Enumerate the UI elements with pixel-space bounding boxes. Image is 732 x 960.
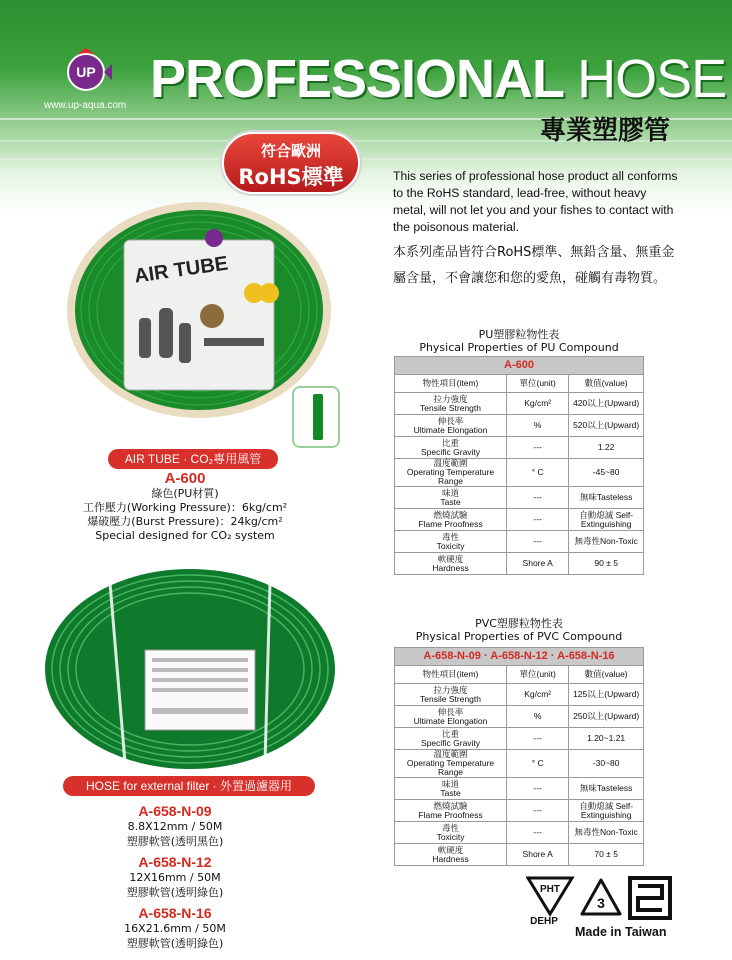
property-cell (395, 728, 507, 750)
property-zh: 軟硬度 (437, 553, 464, 564)
made-in-label: Made in Taiwan (575, 925, 667, 939)
unit-cell: Kg/cm² (507, 393, 569, 415)
property-en: Ultimate Elongation (413, 424, 488, 435)
intro-chinese: 本系列產品皆符合RoHS標準、無鉛含量、無重金屬含量，不會讓您和您的愛魚，碰觸有毒物質。 (393, 245, 675, 286)
property-cell (395, 487, 507, 509)
pu-table-title (384, 328, 654, 354)
model-header: A-658-N-09 · A-658-N-12 · A-658-N-16 (395, 648, 644, 666)
hose-model-list (95, 804, 255, 951)
value-cell: 70 ± 5 (569, 844, 644, 866)
hose-code: A-658-N-12 (138, 854, 212, 870)
hose-code: A-658-N-09 (138, 803, 212, 819)
property-cell (395, 437, 507, 459)
property-cell (395, 750, 507, 778)
property-en: Flame Proofness (418, 518, 483, 529)
table-row (395, 437, 644, 459)
rohs-line1: 符合歐洲 (260, 142, 321, 160)
a600-line: 工作壓力(Working Pressure)：6kg/cm² (82, 501, 288, 514)
property-zh: 燃燒試驗 (433, 800, 468, 811)
value-cell: 1.20~1.21 (569, 728, 644, 750)
property-zh: 燃燒試驗 (433, 509, 468, 520)
value-cell: 90 ± 5 (569, 553, 644, 575)
property-zh: 味道 (442, 487, 460, 498)
recycle-3-icon (582, 880, 620, 914)
hose-size: 12X16mm / 50M (129, 871, 221, 884)
table-row (395, 509, 644, 531)
hose-desc: 塑膠軟管(透明黑色) (126, 835, 224, 848)
intro-english: This series of professional hose product all conforms to the RoHS standard, lead-free, without heavy metal, will not let you and your fishes to contact with the poisonous material. (393, 169, 678, 234)
property-en: Toxicity (436, 540, 465, 551)
unit-cell: ° C (507, 750, 569, 778)
property-zh: 軟硬度 (437, 844, 464, 855)
table-row (395, 844, 644, 866)
value-cell: 無味Tasteless (569, 778, 644, 800)
unit-cell: Shore A (507, 553, 569, 575)
property-en: Operating Temperature Range (406, 467, 495, 486)
up-aqua-logo (60, 44, 112, 96)
a600-description (60, 470, 310, 543)
value-cell: 1.22 (569, 437, 644, 459)
property-cell (395, 553, 507, 575)
value-cell: 420以上(Upward) (569, 393, 644, 415)
property-zh: 味道 (442, 778, 460, 789)
property-zh: 毒性 (442, 531, 460, 542)
value-cell: 250以上(Upward) (569, 706, 644, 728)
property-en: Hardness (432, 853, 469, 864)
chinese-title: 專業塑膠管 (540, 116, 671, 146)
pht-label: PHT (540, 884, 560, 895)
property-cell (395, 800, 507, 822)
unit-cell: --- (507, 437, 569, 459)
pu-title-en: Physical Properties of PU Compound (419, 341, 619, 354)
title-bold: PROFESSIONAL (150, 49, 564, 109)
product-code: A-600 (164, 470, 206, 487)
dehp-label: DEHP (530, 916, 558, 924)
value-cell: 無毒性Non-Toxic (569, 822, 644, 844)
hose-code: A-658-N-16 (138, 905, 212, 921)
property-cell (395, 531, 507, 553)
pvc-title-en: Physical Properties of PVC Compound (415, 630, 623, 643)
table-row (395, 531, 644, 553)
property-cell (395, 509, 507, 531)
logo-text: UP (76, 64, 96, 80)
table-row (395, 487, 644, 509)
property-cell (395, 415, 507, 437)
column-header: 數值(value) (569, 375, 644, 393)
property-zh: 伸長率 (437, 706, 464, 717)
property-en: Specific Gravity (421, 446, 481, 457)
table-row (395, 728, 644, 750)
hose-size: 8.8X12mm / 50M (127, 820, 223, 833)
property-zh: 溫度範圍 (433, 749, 468, 759)
pvc-properties-table (394, 647, 644, 866)
column-header: 單位(unit) (507, 375, 569, 393)
a600-line: Special designed for CO₂ system (95, 529, 275, 542)
property-zh: 毒性 (442, 822, 460, 833)
value-cell: -45~80 (569, 459, 644, 487)
property-zh: 溫度範圍 (433, 458, 468, 468)
unit-cell: --- (507, 487, 569, 509)
column-header: 物性項目(item) (395, 375, 507, 393)
hose-size: 16X21.6mm / 50M (124, 922, 226, 935)
recycle-number: 3 (597, 895, 605, 911)
hose-desc: 塑膠軟管(透明綠色) (126, 886, 224, 899)
model-header: A-600 (395, 357, 644, 375)
property-en: Hardness (432, 562, 469, 573)
table-row (395, 706, 644, 728)
property-cell (395, 778, 507, 800)
property-en: Taste (440, 496, 461, 507)
table-row (395, 778, 644, 800)
unit-cell: ° C (507, 459, 569, 487)
value-cell: 自動熄滅 Self-Extinguishing (569, 800, 644, 822)
table-row (395, 415, 644, 437)
property-en: Tensile Strength (420, 693, 481, 704)
recycle-mark-icon (630, 878, 670, 918)
property-zh: 拉力強度 (433, 684, 468, 695)
certification-icons (526, 874, 676, 924)
website-url: www.up-aqua.com (44, 100, 127, 111)
property-en: Toxicity (436, 831, 465, 842)
pu-properties-table (394, 356, 644, 575)
unit-cell: Kg/cm² (507, 684, 569, 706)
value-cell: -30~80 (569, 750, 644, 778)
value-cell: 無味Tasteless (569, 487, 644, 509)
title-light: HOSE (577, 49, 727, 109)
unit-cell: --- (507, 728, 569, 750)
unit-cell: --- (507, 800, 569, 822)
a600-line: 爆破壓力(Burst Pressure)：24kg/cm² (87, 515, 283, 528)
property-en: Tensile Strength (420, 402, 481, 413)
property-cell (395, 684, 507, 706)
table-row (395, 393, 644, 415)
column-header: 單位(unit) (507, 666, 569, 684)
tube-sample-icon (313, 394, 323, 440)
pht-dehp-icon (528, 878, 572, 924)
property-cell (395, 393, 507, 415)
header-stripe (0, 158, 732, 160)
value-cell: 自動熄滅 Self-Extinguishing (569, 509, 644, 531)
table-row (395, 459, 644, 487)
column-header: 數值(value) (569, 666, 644, 684)
property-zh: 拉力強度 (433, 393, 468, 404)
pvc-table-title (384, 617, 654, 643)
pvc-title-zh: PVC塑膠粒物性表 (475, 617, 563, 630)
table-row (395, 800, 644, 822)
rohs-line2: RoHS標準 (238, 165, 344, 189)
table-row (395, 750, 644, 778)
table-row (395, 553, 644, 575)
property-zh: 比重 (442, 437, 460, 448)
unit-cell: --- (507, 531, 569, 553)
property-cell (395, 706, 507, 728)
unit-cell: --- (507, 822, 569, 844)
table-row (395, 822, 644, 844)
rohs-badge (222, 132, 360, 194)
unit-cell: --- (507, 509, 569, 531)
property-en: Operating Temperature Range (406, 758, 495, 777)
table-row (395, 684, 644, 706)
value-cell: 125以上(Upward) (569, 684, 644, 706)
air-tube-badge: AIR TUBE · CO₂專用風管 (108, 449, 278, 469)
page-title (150, 48, 726, 110)
unit-cell: Shore A (507, 844, 569, 866)
property-en: Ultimate Elongation (413, 715, 488, 726)
value-cell: 520以上(Upward) (569, 415, 644, 437)
tube-sample-inset (292, 386, 340, 448)
property-en: Taste (440, 787, 461, 798)
filter-hose-coil-image (40, 558, 340, 780)
hose-desc: 塑膠軟管(透明綠色) (126, 937, 224, 950)
a600-line: 綠色(PU材質) (151, 487, 219, 500)
property-zh: 伸長率 (437, 415, 464, 426)
reel-label: AIR TUBE (132, 252, 230, 288)
unit-cell: % (507, 415, 569, 437)
column-header: 物性項目(item) (395, 666, 507, 684)
property-cell (395, 822, 507, 844)
property-en: Specific Gravity (421, 737, 481, 748)
unit-cell: --- (507, 778, 569, 800)
property-zh: 比重 (442, 728, 460, 739)
property-cell (395, 844, 507, 866)
unit-cell: % (507, 706, 569, 728)
property-cell (395, 459, 507, 487)
pu-title-zh: PU塑膠粒物性表 (478, 328, 560, 341)
value-cell: 無毒性Non-Toxic (569, 531, 644, 553)
property-en: Flame Proofness (418, 809, 483, 820)
filter-hose-badge: HOSE for external filter · 外置過濾器用 (63, 776, 315, 796)
